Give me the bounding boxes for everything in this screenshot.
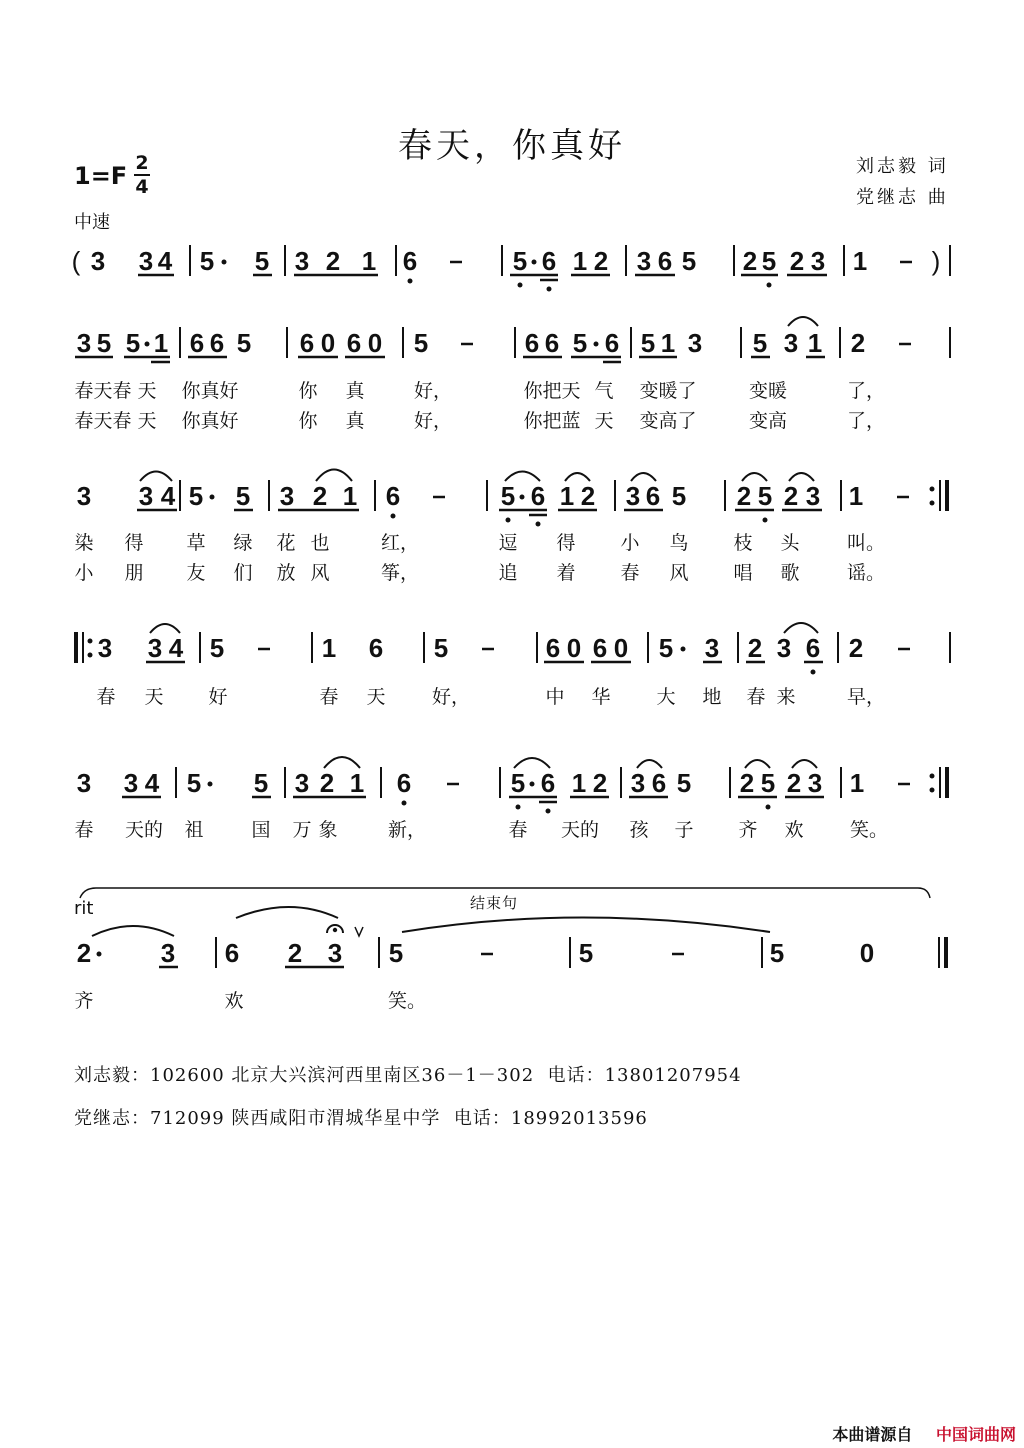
svg-text:5: 5 (658, 633, 674, 663)
lyric-syllable: 华 (591, 686, 611, 708)
ending-label: 结束句 (470, 894, 519, 912)
svg-text:6: 6 (346, 328, 362, 358)
svg-text:3: 3 (687, 328, 703, 358)
lyrics-row2-verse1 (72, 376, 962, 404)
svg-text:5: 5 (500, 481, 516, 511)
lyric-syllable: 天 (137, 380, 157, 402)
lyric-syllable: 筝， (380, 562, 420, 584)
lyric-syllable: 象 (318, 819, 338, 841)
lyric-syllable: 朋 (124, 562, 144, 584)
lyrics-row3-verse2 (72, 558, 962, 586)
svg-text:1: 1 (349, 768, 365, 798)
svg-text:6: 6 (209, 328, 225, 358)
lyric-syllable: 祖 (184, 819, 204, 841)
lyric-syllable: 花 (276, 532, 296, 554)
svg-text:5: 5 (188, 481, 204, 511)
lyric-syllable: 真 (345, 380, 365, 402)
lyric-syllable: 叫。 (846, 532, 886, 554)
lyric-syllable: 草 (186, 532, 206, 554)
lyric-syllable: 你把蓝 (523, 410, 581, 432)
svg-text:6: 6 (657, 246, 673, 276)
lyrics-row5 (72, 815, 962, 843)
svg-text:2: 2 (312, 481, 328, 511)
key-signature: 1=F (74, 162, 128, 190)
lyric-syllable: 万 (292, 819, 312, 841)
lyric-syllable: 孩 (629, 819, 649, 841)
score-row-4 (76, 623, 950, 675)
svg-text:5: 5 (510, 768, 526, 798)
svg-text:5: 5 (433, 633, 449, 663)
lyric-syllable: 变高了 (639, 410, 697, 432)
svg-text:6: 6 (545, 633, 561, 663)
lyric-syllable: 春 (319, 686, 339, 708)
svg-text:5: 5 (254, 246, 270, 276)
svg-text:5: 5 (388, 938, 404, 968)
svg-text:1: 1 (572, 246, 588, 276)
rit-marking: rit (74, 898, 94, 919)
svg-text:1: 1 (153, 328, 169, 358)
lyric-syllable: 春 (74, 819, 94, 841)
svg-text:6: 6 (604, 328, 620, 358)
svg-text:1: 1 (660, 328, 676, 358)
lyric-syllable: 天 (594, 410, 614, 432)
svg-text:6: 6 (385, 481, 401, 511)
svg-text:1: 1 (807, 328, 823, 358)
svg-text:6: 6 (651, 768, 667, 798)
svg-text:5: 5 (640, 328, 656, 358)
svg-text:3: 3 (805, 481, 821, 511)
svg-text:5: 5 (236, 328, 252, 358)
svg-text:5: 5 (757, 481, 773, 511)
lyric-syllable: 风 (669, 562, 689, 584)
svg-text:3: 3 (294, 768, 310, 798)
svg-text:2: 2 (786, 768, 802, 798)
lyric-syllable: 好， (413, 380, 453, 402)
svg-text:2: 2 (747, 633, 763, 663)
lyric-syllable: 得 (556, 532, 576, 554)
svg-text:5: 5 (186, 768, 202, 798)
lyric-syllable: 好， (431, 686, 471, 708)
lyric-syllable: 天的 (560, 819, 600, 841)
lyric-syllable: 染 (74, 532, 94, 554)
svg-text:0: 0 (613, 633, 629, 663)
svg-text:3: 3 (636, 246, 652, 276)
svg-text:6: 6 (541, 246, 557, 276)
lyric-syllable: 你把天 (523, 380, 581, 402)
svg-text:2: 2 (850, 328, 866, 358)
lyric-syllable: 红， (380, 532, 420, 554)
svg-text:3: 3 (704, 633, 720, 663)
lyric-syllable: 你 (298, 380, 318, 402)
svg-text:3: 3 (76, 768, 92, 798)
svg-text:1: 1 (559, 481, 575, 511)
svg-text:1: 1 (848, 481, 864, 511)
svg-text:3: 3 (810, 246, 826, 276)
svg-text:5: 5 (199, 246, 215, 276)
lyric-syllable: 了， (846, 410, 886, 432)
lyric-syllable: 齐 (738, 819, 758, 841)
svg-text:5: 5 (572, 328, 588, 358)
lyric-syllable: 了， (846, 380, 886, 402)
svg-text:2: 2 (739, 768, 755, 798)
lyric-syllable: 追 (498, 562, 518, 584)
svg-text:5: 5 (769, 938, 785, 968)
lyric-syllable: 歌 (780, 562, 800, 584)
lyric-syllable: 头 (780, 532, 800, 554)
svg-text:5: 5 (125, 328, 141, 358)
svg-text:3: 3 (76, 481, 92, 511)
svg-text:3: 3 (327, 938, 343, 968)
svg-text:3: 3 (123, 768, 139, 798)
lyric-syllable: 变暖 (748, 380, 788, 402)
time-signature-bottom: 4 (135, 176, 149, 198)
score-row-5 (77, 757, 947, 814)
svg-text:6: 6 (530, 481, 546, 511)
svg-text:2: 2 (592, 768, 608, 798)
svg-text:3: 3 (783, 328, 799, 358)
svg-text:2: 2 (593, 246, 609, 276)
score-row-1 (72, 245, 950, 292)
svg-text:3: 3 (807, 768, 823, 798)
lyricist-credit: 刘志毅 词 (856, 156, 949, 177)
svg-text:1: 1 (361, 246, 377, 276)
svg-text:6: 6 (368, 633, 384, 663)
svg-text:): ) (931, 246, 941, 276)
svg-text:4: 4 (157, 246, 173, 276)
svg-text:5: 5 (235, 481, 251, 511)
lyric-syllable: 欢 (784, 819, 804, 841)
lyric-syllable: 春天春 (74, 380, 132, 402)
lyric-syllable: 春 (96, 686, 116, 708)
svg-text:6: 6 (524, 328, 540, 358)
svg-text:0: 0 (566, 633, 582, 663)
tempo-marking: 中速 (74, 212, 110, 233)
svg-text:5: 5 (209, 633, 225, 663)
lyric-syllable: 真 (345, 410, 365, 432)
lyric-syllable: 绿 (233, 532, 253, 554)
score-row-3 (77, 470, 947, 527)
lyric-syllable: 谣。 (846, 562, 886, 584)
svg-text:1: 1 (849, 768, 865, 798)
time-signature-top: 2 (135, 152, 149, 174)
lyric-syllable: 天的 (124, 819, 164, 841)
svg-text:3: 3 (776, 633, 792, 663)
svg-text:2: 2 (580, 481, 596, 511)
lyric-syllable: 得 (124, 532, 144, 554)
lyric-syllable: 早， (846, 686, 886, 708)
contact-lyricist: 刘志毅：102600 北京大兴滨河西里南区36－1－302 电话：13801207954 (74, 1065, 742, 1086)
svg-text:3: 3 (279, 481, 295, 511)
svg-text:2: 2 (736, 481, 752, 511)
score-row-2 (75, 317, 950, 362)
svg-text:4: 4 (160, 481, 176, 511)
lyric-syllable: 你 (298, 410, 318, 432)
footer-site-link[interactable]: 中国词曲网 (935, 1425, 1016, 1444)
svg-text:2: 2 (848, 633, 864, 663)
svg-text:5: 5 (96, 328, 112, 358)
svg-text:4: 4 (144, 768, 160, 798)
source-footer (832, 1422, 1016, 1445)
lyrics-row3-verse1 (72, 528, 962, 556)
lyric-syllable: 中 (545, 686, 565, 708)
lyric-syllable: 你真好 (181, 380, 239, 402)
svg-text:5: 5 (676, 768, 692, 798)
lyrics-row4 (72, 682, 962, 710)
svg-text:2: 2 (325, 246, 341, 276)
svg-text:6: 6 (805, 633, 821, 663)
svg-text:3: 3 (630, 768, 646, 798)
svg-text:6: 6 (224, 938, 240, 968)
composer-credit: 党继志 曲 (856, 187, 949, 208)
lyric-syllable: 春 (620, 562, 640, 584)
lyric-syllable: 大 (656, 686, 676, 708)
lyric-syllable: 们 (233, 562, 253, 584)
svg-text:1: 1 (852, 246, 868, 276)
svg-text:6: 6 (402, 246, 418, 276)
lyric-syllable: 好， (413, 410, 453, 432)
svg-text:5: 5 (512, 246, 528, 276)
svg-text:3: 3 (294, 246, 310, 276)
lyric-syllable: 枝 (733, 532, 753, 554)
lyric-syllable: 天 (366, 686, 386, 708)
svg-text:6: 6 (396, 768, 412, 798)
lyric-syllable: 子 (674, 819, 694, 841)
svg-text:5: 5 (253, 768, 269, 798)
lyric-syllable: 也 (310, 532, 330, 554)
svg-text:6: 6 (592, 633, 608, 663)
lyrics-row6 (72, 986, 962, 1014)
svg-text:5: 5 (671, 481, 687, 511)
lyric-syllable: 天 (137, 410, 157, 432)
lyric-syllable: 着 (556, 562, 576, 584)
svg-text:5: 5 (413, 328, 429, 358)
lyric-syllable: 笑。 (849, 819, 889, 841)
lyric-syllable: 好 (208, 686, 228, 708)
lyric-syllable: 唱 (733, 562, 753, 584)
svg-text:6: 6 (544, 328, 560, 358)
svg-text:3: 3 (160, 938, 176, 968)
lyric-syllable: 笑。 (387, 990, 427, 1012)
lyric-syllable: 地 (702, 686, 722, 708)
svg-text:1: 1 (321, 633, 337, 663)
svg-text:2: 2 (742, 246, 758, 276)
svg-text:6: 6 (189, 328, 205, 358)
lyric-syllable: 来 (776, 686, 796, 708)
lyric-syllable: 国 (251, 819, 271, 841)
lyric-syllable: 放 (276, 562, 296, 584)
svg-text:2: 2 (783, 481, 799, 511)
svg-text:2: 2 (287, 938, 303, 968)
svg-text:3: 3 (625, 481, 641, 511)
lyrics-row2-verse2 (72, 406, 962, 434)
lyric-syllable: 鸟 (669, 532, 689, 554)
lyric-syllable: 变暖了 (639, 380, 697, 402)
lyric-syllable: 春天春 (74, 410, 132, 432)
svg-text:6: 6 (299, 328, 315, 358)
lyric-syllable: 变高 (748, 410, 788, 432)
svg-text:1: 1 (342, 481, 358, 511)
lyric-syllable: 风 (310, 562, 330, 584)
footer-source-label: 本曲谱源自 (832, 1425, 913, 1444)
svg-text:5: 5 (760, 768, 776, 798)
lyric-syllable: 气 (594, 380, 614, 402)
lyric-syllable: 春 (746, 686, 766, 708)
svg-text:6: 6 (645, 481, 661, 511)
song-title: 春天，你真好 (398, 126, 626, 166)
svg-text:6: 6 (540, 768, 556, 798)
svg-text:3: 3 (138, 481, 154, 511)
svg-text:1: 1 (571, 768, 587, 798)
contact-composer: 党继志：712099 陕西咸阳市渭城华星中学 电话：18992013596 (74, 1108, 648, 1129)
svg-text:2: 2 (76, 938, 92, 968)
svg-text:2: 2 (789, 246, 805, 276)
lyric-syllable: 欢 (224, 990, 244, 1012)
svg-text:5: 5 (752, 328, 768, 358)
lyric-syllable: 齐 (74, 990, 94, 1012)
svg-text:0: 0 (859, 938, 875, 968)
svg-text:3: 3 (97, 633, 113, 663)
svg-text:0: 0 (367, 328, 383, 358)
svg-text:5: 5 (681, 246, 697, 276)
lyric-syllable: 新， (387, 819, 427, 841)
svg-text:3: 3 (76, 328, 92, 358)
lyric-syllable: 你真好 (181, 410, 239, 432)
lyric-syllable: 天 (144, 686, 164, 708)
lyric-syllable: 逗 (498, 532, 518, 554)
lyric-syllable: 小 (74, 562, 94, 584)
lyric-syllable: 春 (508, 819, 528, 841)
lyric-syllable: 小 (620, 532, 640, 554)
svg-text:0: 0 (320, 328, 336, 358)
svg-text:3: 3 (138, 246, 154, 276)
lyric-syllable: 友 (186, 562, 206, 584)
svg-text:5: 5 (578, 938, 594, 968)
svg-text:2: 2 (319, 768, 335, 798)
svg-text:3: 3 (90, 246, 106, 276)
svg-text:5: 5 (761, 246, 777, 276)
svg-text:4: 4 (168, 633, 184, 663)
svg-text:3: 3 (147, 633, 163, 663)
svg-text:(: ( (71, 246, 81, 276)
